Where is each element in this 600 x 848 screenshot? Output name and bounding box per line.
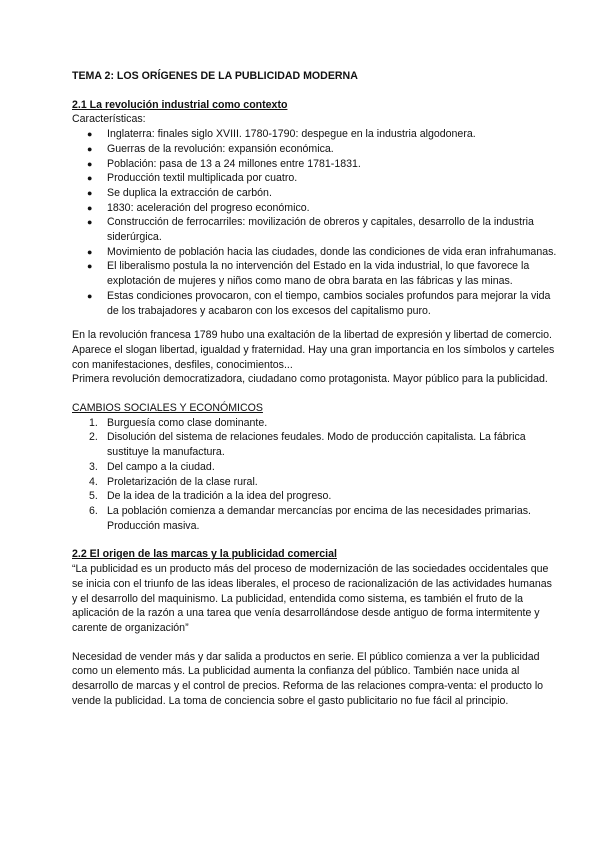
section-1-heading: 2.1 La revolución industrial como contexto xyxy=(72,98,288,111)
list-item: ● Estas condiciones provocaron, con el tiempo, cambios sociales profundos para mejorar la vida de los trabajadores y acabaron con los excesos del capitalismo puro. xyxy=(72,289,560,318)
document-title: TEMA 2: LOS ORÍGENES DE LA PUBLICIDAD MODERNA xyxy=(72,70,358,82)
list-item: ● Construcción de ferrocarriles: movilización de obreros y capitales, desarrollo de la industria siderúrgica. xyxy=(72,215,560,244)
democratization-paragraph: Primera revolución democratizadora, ciudadano como protagonista. Mayor público para la publicidad. xyxy=(72,373,548,386)
list-item: ● 1830: aceleración del progreso económico. xyxy=(72,201,560,216)
list-item: ● Población: pasa de 13 a 24 millones entre 1781-1831. xyxy=(72,157,560,172)
characteristics-list xyxy=(72,127,560,318)
quote-paragraph: “La publicidad es un producto más del proceso de modernización de las sociedades occidentales que se inicia con el triunfo de las ideas liberales, el proceso de racionalización de las actividades humanas y el desarrollo del maquinismo. La publicidad, entendida como sistema, es también el fruto de la aplicación de la razón a una tarea que venía desarrollándose desde antiguo de forma intermitente y carente de organización” xyxy=(72,563,552,634)
list-item: 1. Burguesía como clase dominante. xyxy=(89,416,268,429)
changes-list xyxy=(72,416,560,534)
section-1-intro: Características: xyxy=(72,113,146,126)
list-item: ● Producción textil multiplicada por cuatro. xyxy=(72,171,560,186)
list-item: ● Guerras de la revolución: expansión económica. xyxy=(72,142,560,157)
list-item: 3. Del campo a la ciudad. xyxy=(89,460,215,473)
list-item: ● Se duplica la extracción de carbón. xyxy=(72,186,560,201)
advertising-paragraph: Necesidad de vender más y dar salida a productos en serie. El público comienza a ver la publicidad como un elemento más. La publicidad aumenta la confianza del público. También nace unida al desarrollo de marcas y el control de precios. Reforma de las relaciones compra-venta: el producto lo vende la publicidad. La toma de conciencia sobre el gasto publicitario no fue fácil al principio. xyxy=(72,650,544,707)
list-item: 2. Disolución del sistema de relaciones feudales. Modo de producción capitalista. La fábrica sustituye la manufactura. xyxy=(89,431,526,459)
list-item: ● Inglaterra: finales siglo XVIII. 1780-1790: despegue en la industria algodonera. xyxy=(72,127,560,142)
section-2-heading: 2.2 El origen de las marcas y la publicidad comercial xyxy=(72,548,337,561)
list-item: ● El liberalismo postula la no intervención del Estado en la vida industrial, lo que favorece la explotación de mujeres y niños como mano de obra barata en las fábricas y las minas. xyxy=(72,259,560,288)
revolution-paragraph: En la revolución francesa 1789 hubo una exaltación de la libertad de expresión y libertad de comercio. Aparece el slogan libertad, igualdad y fraternidad. Hay una gran importancia en los símbolos y carteles con manifestaciones, desfiles, conocimientos... xyxy=(72,329,555,371)
list-item: 5. De la idea de la tradición a la idea del progreso. xyxy=(89,490,332,503)
list-item: 6. La población comienza a demandar mercancías por encima de las necesidades primarias. Producción masiva. xyxy=(89,504,531,532)
list-item: ● Movimiento de población hacia las ciudades, donde las condiciones de vida eran infrahumanas. xyxy=(72,245,560,260)
changes-heading: CAMBIOS SOCIALES Y ECONÓMICOS xyxy=(72,402,263,415)
list-item: 4. Proletarización de la clase rural. xyxy=(89,475,258,488)
